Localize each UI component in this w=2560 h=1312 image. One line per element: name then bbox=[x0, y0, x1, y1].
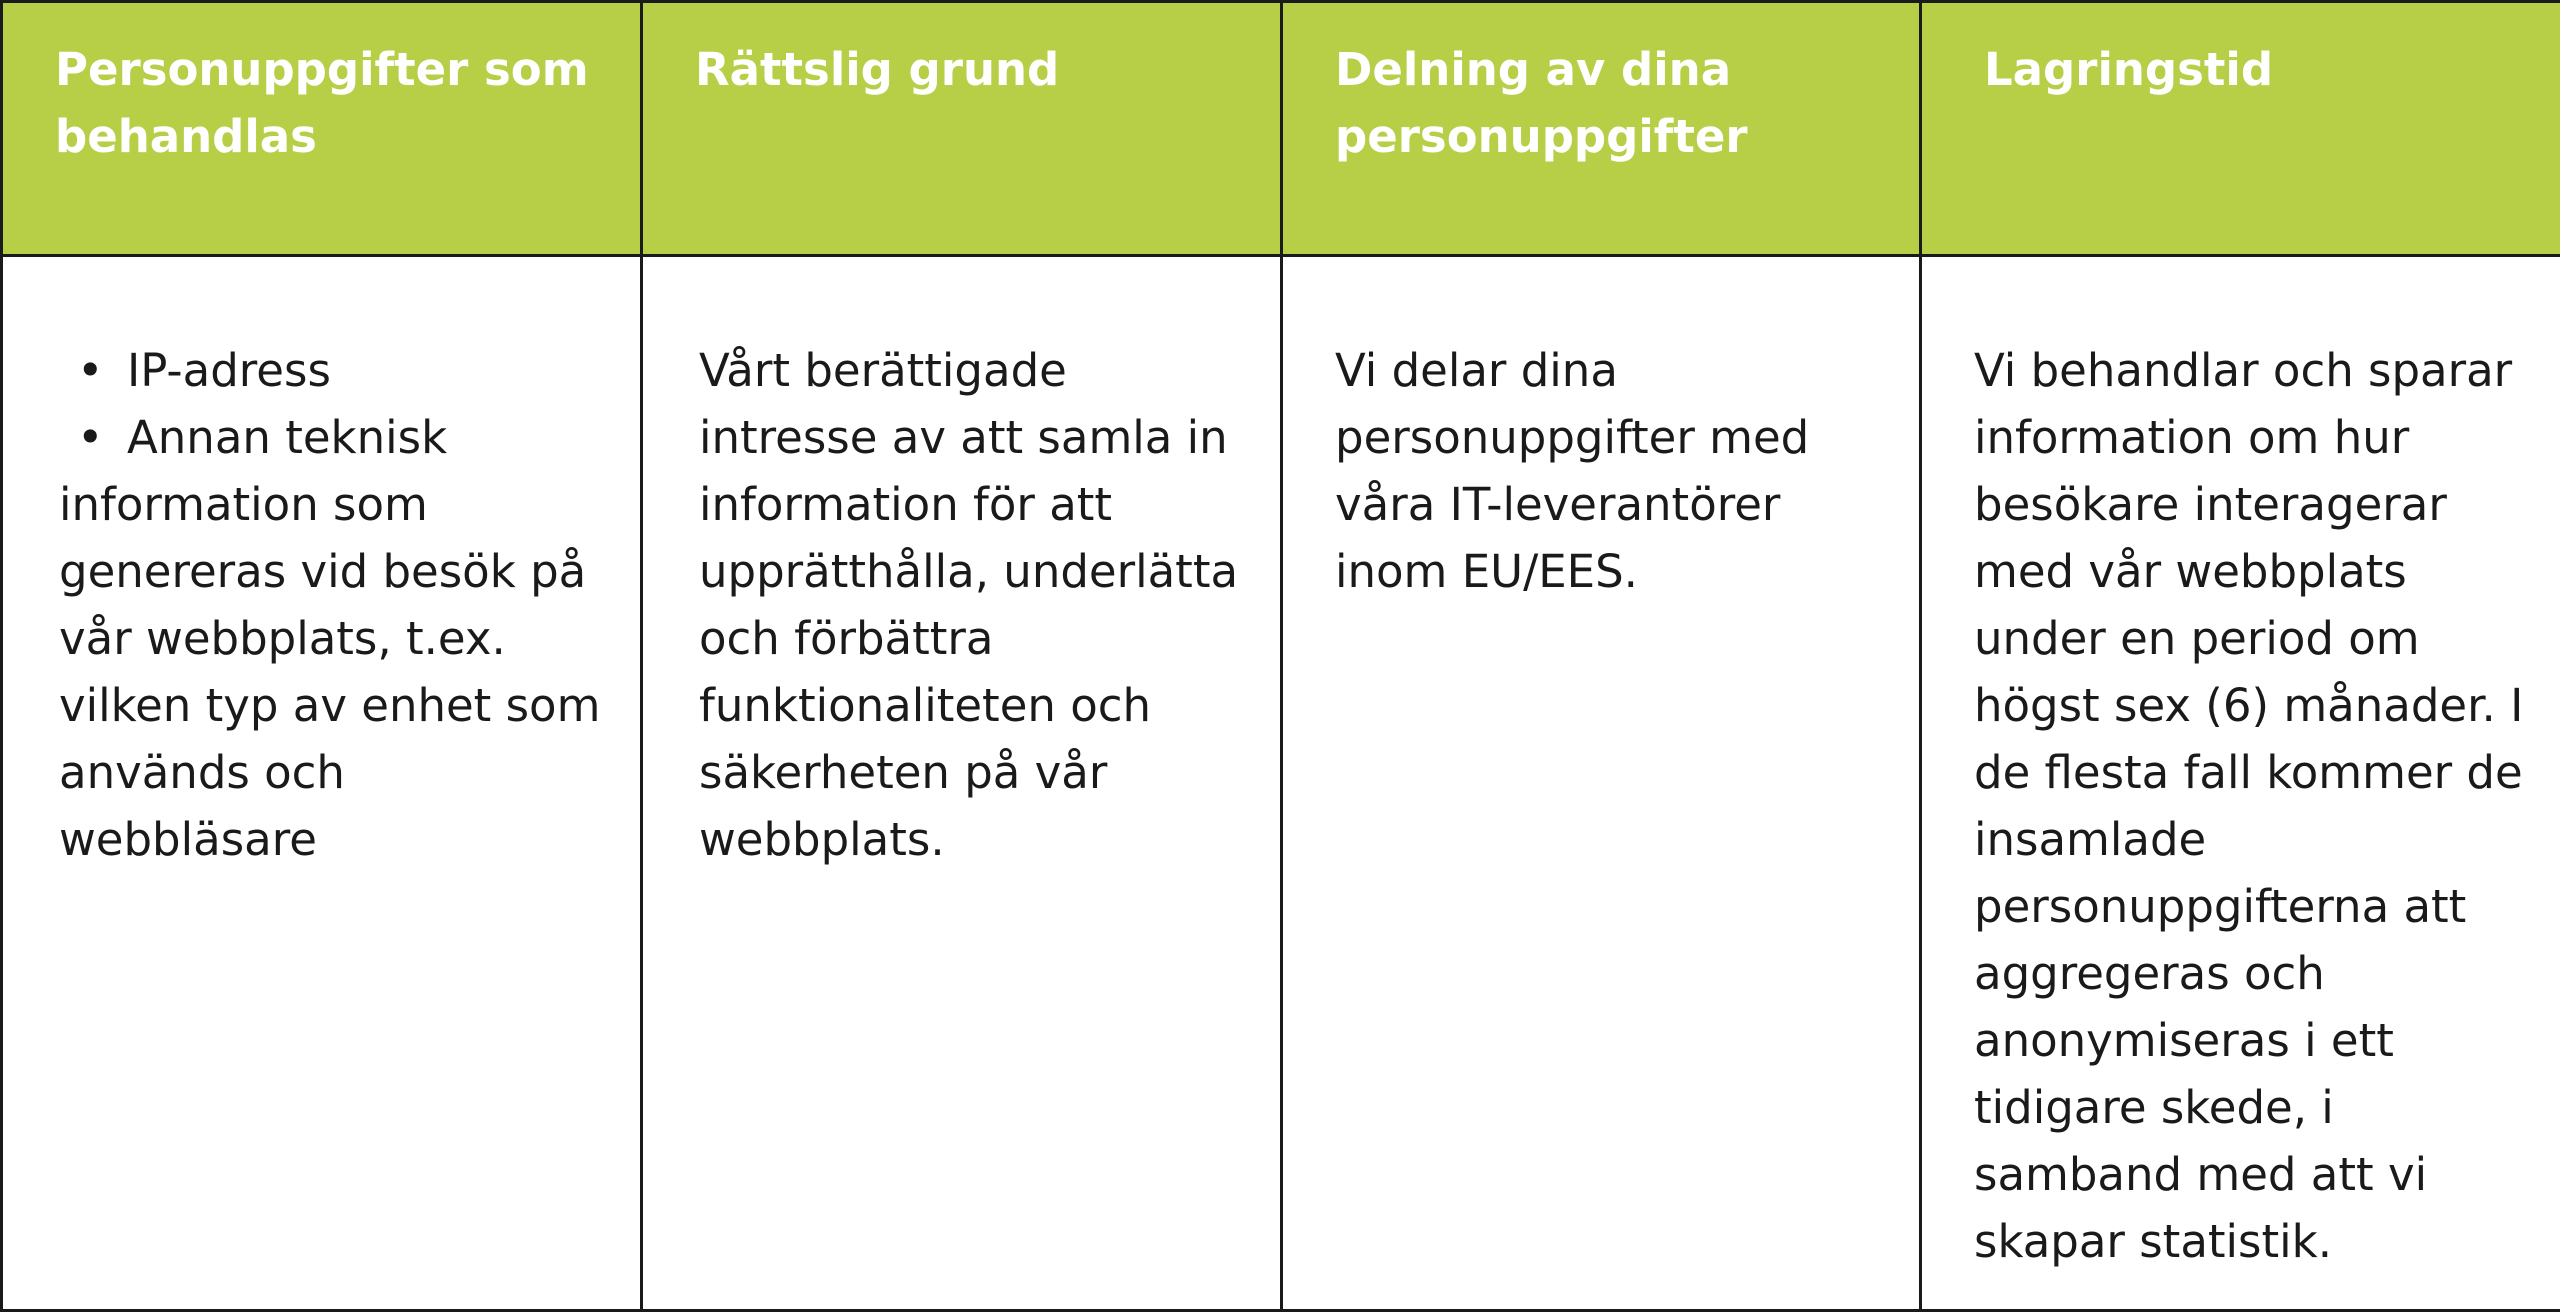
header-retention-period: Lagringstid bbox=[1921, 2, 2560, 256]
bullet-icon: • bbox=[77, 344, 104, 397]
table-row bbox=[2, 256, 2560, 1311]
header-row bbox=[2, 2, 2560, 256]
bullet-icon: • bbox=[77, 411, 104, 464]
legal-basis-text: Vårt berättigade intresse av att samla in information för att upprätthålla, underlätta och förbättra funktionaliteten och säkerheten på vår webbplats. bbox=[699, 344, 1239, 866]
sharing-text: Vi delar dina personuppgifter med våra IT-leverantörer inom EU/EES. bbox=[1335, 344, 1810, 598]
list-item-text: Annan teknisk information som genereras vid besök på vår webbplats, t.ex. vilken typ av enhet som används och webbläsare bbox=[59, 411, 601, 866]
header-data-sharing: Delning av dina personuppgifter bbox=[1282, 2, 1921, 256]
cell-data-sharing bbox=[1282, 256, 1921, 1311]
header-processed-data: Personuppgifter som behandlas bbox=[2, 2, 642, 256]
header-legal-basis: Rättslig grund bbox=[642, 2, 1282, 256]
list-item bbox=[59, 404, 604, 873]
retention-text: Vi behandlar och sparar information om hur besökare interagerar med vår webbplats under en period om högst sex (6) månader. I de flesta fall kommer de insamlade personuppgifterna att aggregeras och anonymiseras i ett tidigare skede, i samband med att vi skapar statistik. bbox=[1974, 344, 2524, 1268]
table-header bbox=[2, 2, 2560, 256]
data-items-list bbox=[59, 337, 604, 873]
cell-legal-basis bbox=[642, 256, 1282, 1311]
cell-retention-period bbox=[1921, 256, 2560, 1311]
table-body bbox=[2, 256, 2560, 1311]
list-item-text: IP-adress bbox=[127, 344, 331, 397]
list-item bbox=[59, 337, 604, 404]
cell-processed-data bbox=[2, 256, 642, 1311]
